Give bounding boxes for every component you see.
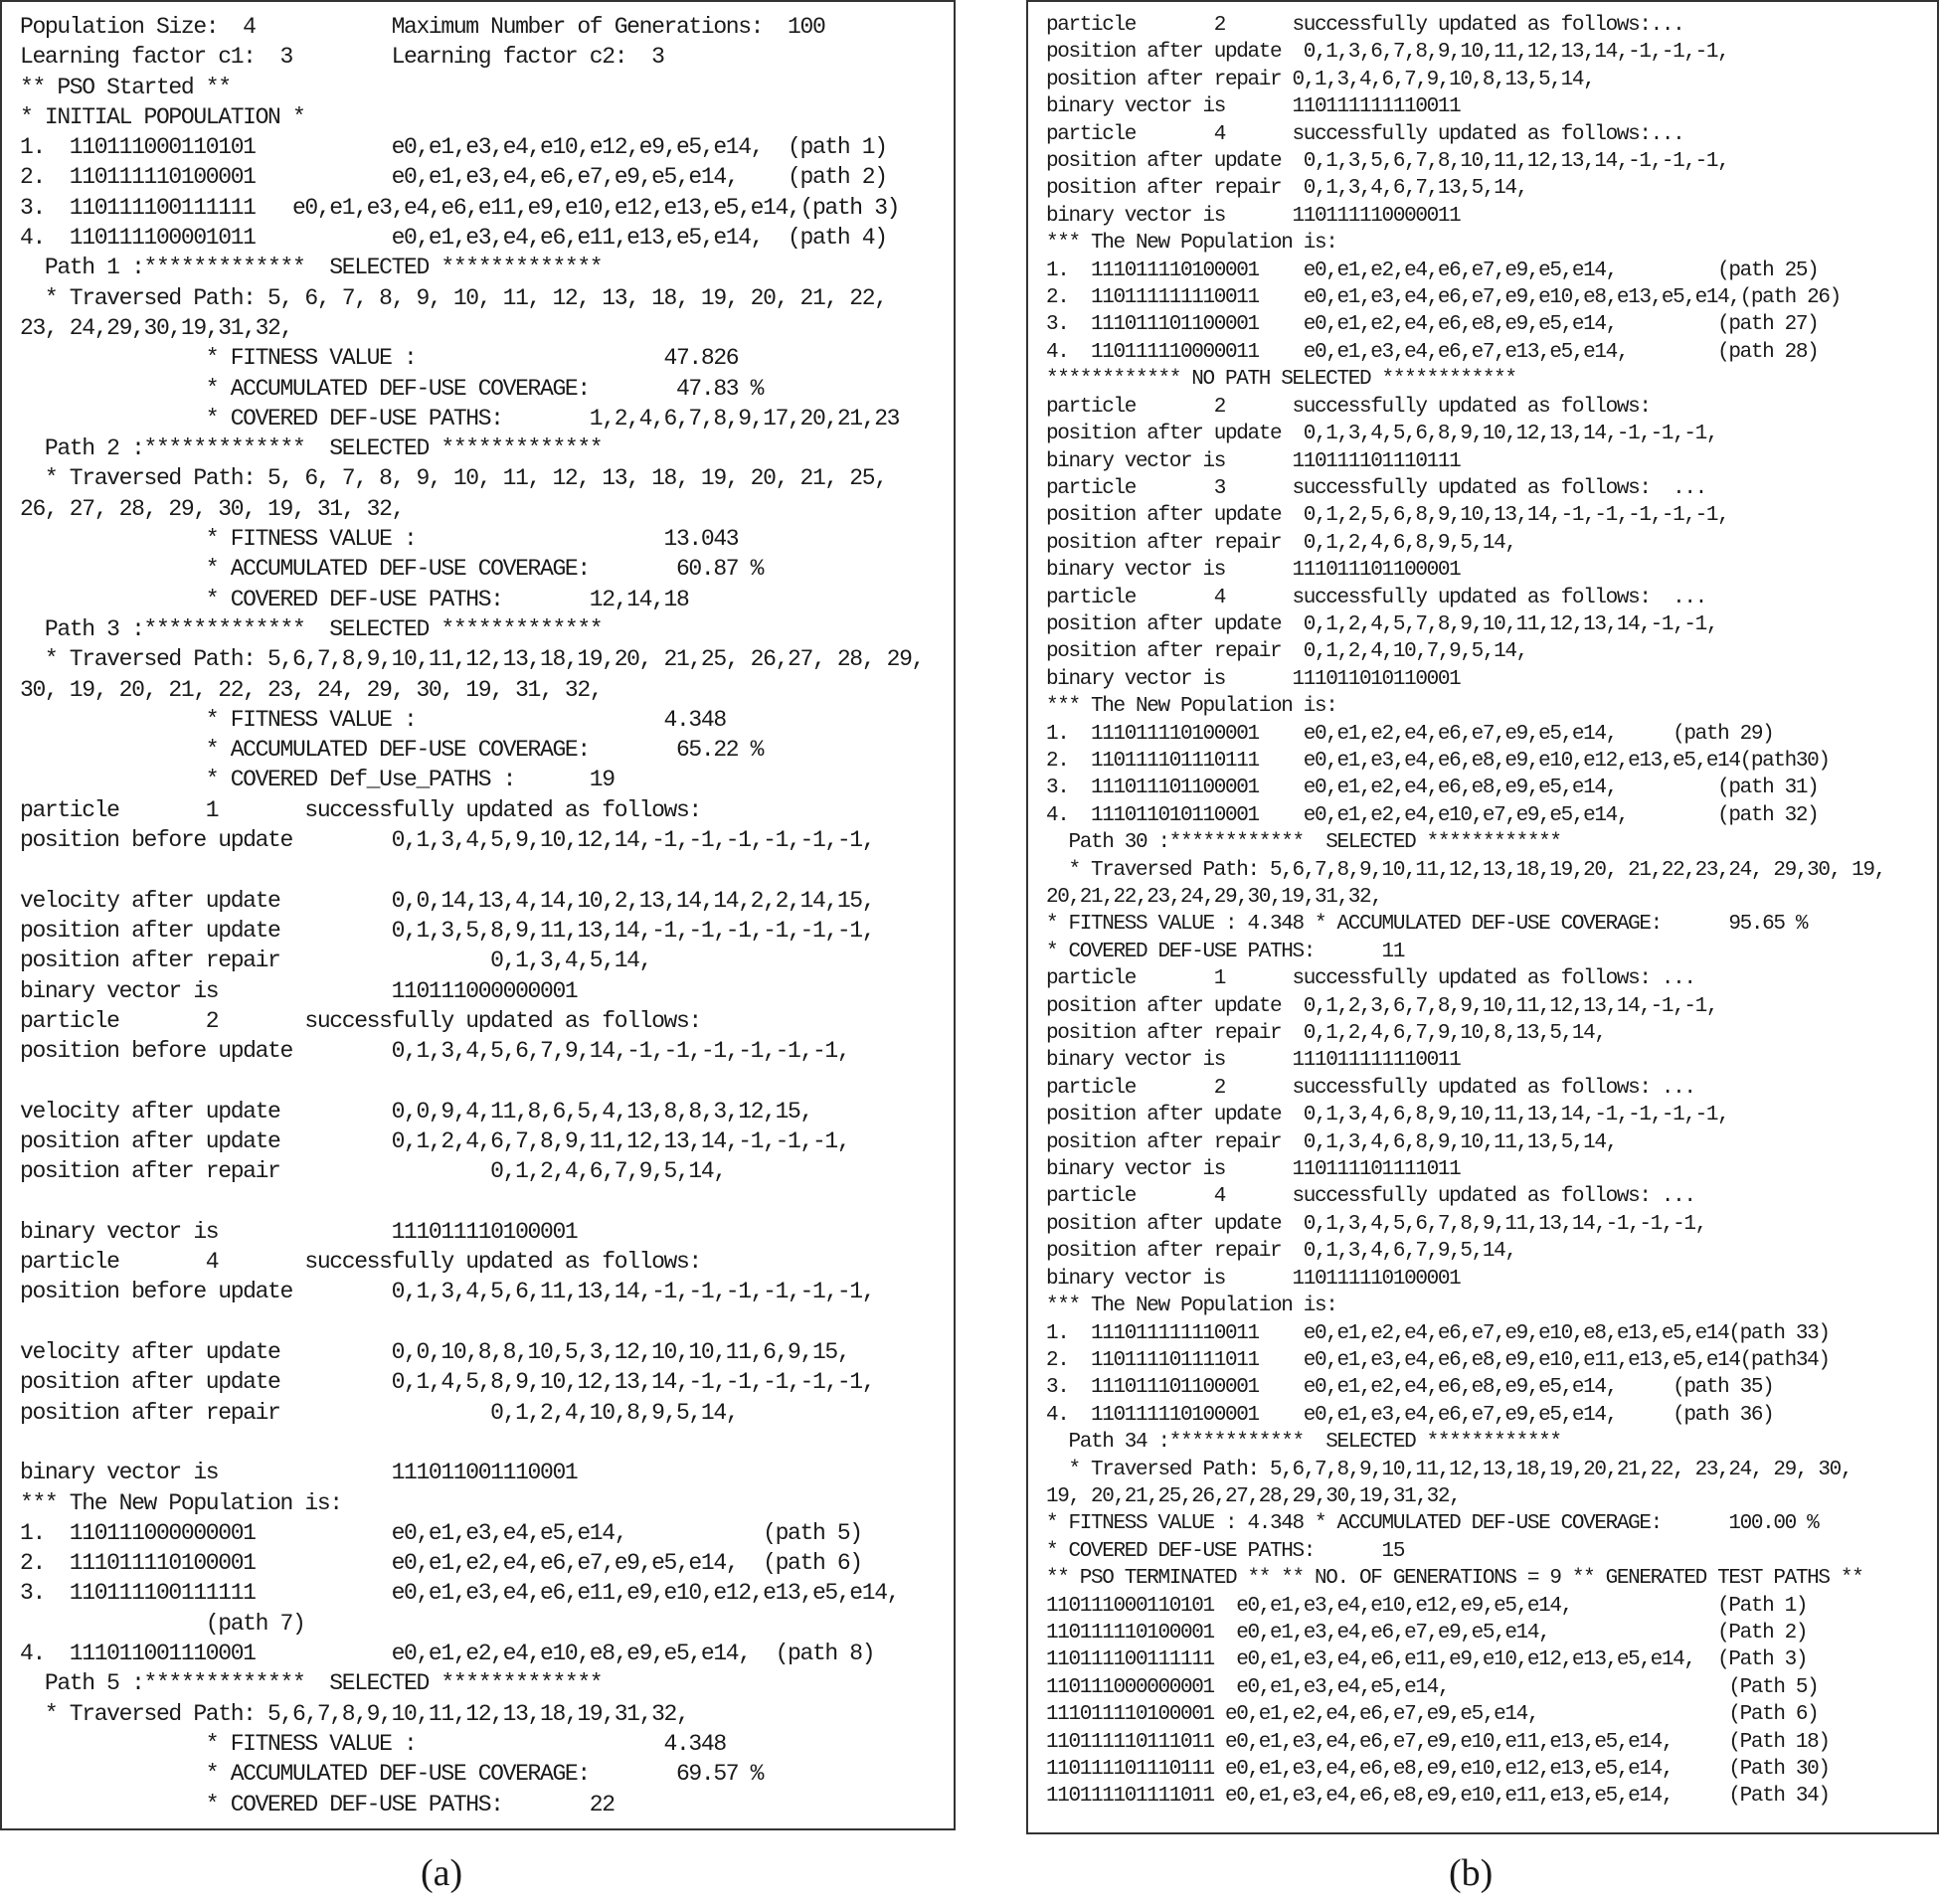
- log-line: position after repair 0,1,2,4,10,8,9,5,14,: [20, 1399, 739, 1426]
- log-line: 2. 111011110100001 e0,e1,e2,e4,e6,e7,e9,e5,e14, (path 6): [20, 1550, 862, 1577]
- log-line: * COVERED DEF-USE PATHS: 12,14,18: [20, 586, 689, 612]
- log-line: binary vector is 111011001110001: [20, 1460, 578, 1486]
- log-line: position after update 0,1,3,4,5,6,8,9,10,12,13,14,-1,-1,-1,: [1046, 423, 1718, 446]
- log-line: 23, 24,29,30,19,31,32,: [20, 314, 292, 341]
- log-line: position after update 0,1,3,4,5,6,7,8,9,11,13,14,-1,-1,-1,: [1046, 1212, 1706, 1236]
- log-line: binary vector is 110111101111011: [1046, 1158, 1461, 1182]
- log-line: [20, 1307, 936, 1337]
- log-line: * ACCUMULATED DEF-USE COVERAGE: 60.87 %: [20, 556, 764, 583]
- log-line: 110111110111011 e0,e1,e3,e4,e6,e7,e9,e10,e11,e13,e5,e14, (Path 18): [1046, 1730, 1830, 1754]
- log-line: particle 2 successfully updated as follows: ...: [1046, 1076, 1695, 1100]
- log-line: 110111100111111 e0,e1,e3,e4,e6,e11,e9,e10,e12,e13,e5,e14, (Path 3): [1046, 1648, 1808, 1672]
- log-line: binary vector is 110111110000011: [1046, 204, 1461, 228]
- log-line: velocity after update 0,0,14,13,4,14,10,2,13,14,14,2,2,14,15,: [20, 887, 875, 914]
- log-line: position after repair 0,1,2,4,10,7,9,5,14,: [1046, 640, 1527, 664]
- log-line: binary vector is 110111101110111: [1046, 449, 1461, 473]
- log-line: * COVERED Def_Use_PATHS : 19: [20, 767, 615, 793]
- log-line: particle 2 successfully updated as follows:...: [1046, 14, 1684, 37]
- log-line: * Traversed Path: 5, 6, 7, 8, 9, 10, 11, 12, 13, 18, 19, 20, 21, 22,: [20, 284, 887, 311]
- log-line: position after update 0,1,2,5,6,8,9,10,13,14,-1,-1,-1,-1,-1,: [1046, 504, 1729, 528]
- log-line: * FITNESS VALUE : 4.348 * ACCUMULATED DEF-USE COVERAGE: 100.00 %: [1046, 1512, 1819, 1536]
- log-line: 4. 110111110000011 e0,e1,e3,e4,e6,e7,e13,e5,e14, (path 28): [1046, 340, 1819, 364]
- log-line: binary vector is 111011101100001: [1046, 559, 1461, 583]
- log-line: * Traversed Path: 5,6,7,8,9,10,11,12,13,18,19,31,32,: [20, 1700, 689, 1727]
- log-line: 111011110100001 e0,e1,e2,e4,e6,e7,e9,e5,e14, (Path 6): [1046, 1703, 1819, 1727]
- log-line: * FITNESS VALUE : 47.826: [20, 345, 739, 372]
- log-line: particle 4 successfully updated as follows:...: [1046, 122, 1684, 146]
- log-line: * INITIAL POPOULATION *: [20, 103, 305, 130]
- log-line: 110111101111011 e0,e1,e3,e4,e6,e8,e9,e10,e11,e13,e5,e14, (Path 34): [1046, 1785, 1830, 1809]
- log-panel-b: [1026, 0, 1939, 1834]
- log-line: * ACCUMULATED DEF-USE COVERAGE: 65.22 %: [20, 737, 764, 764]
- log-line: position after update 0,1,3,4,6,8,9,10,11,13,14,-1,-1,-1,-1,: [1046, 1104, 1729, 1127]
- log-line: 3. 111011101100001 e0,e1,e2,e4,e6,e8,e9,e5,e14, (path 31): [1046, 777, 1819, 800]
- log-line: 26, 27, 28, 29, 30, 19, 31, 32,: [20, 495, 405, 522]
- log-line: 30, 19, 20, 21, 22, 23, 24, 29, 30, 19, 31, 32,: [20, 676, 603, 703]
- log-line: * ACCUMULATED DEF-USE COVERAGE: 47.83 %: [20, 375, 764, 402]
- log-line: 1. 111011110100001 e0,e1,e2,e4,e6,e7,e9,e5,e14, (path 25): [1046, 259, 1819, 282]
- log-line: particle 2 successfully updated as follows:: [1046, 395, 1651, 419]
- log-line: *** The New Population is:: [1046, 695, 1337, 719]
- log-panel-a: [0, 0, 956, 1830]
- log-line: velocity after update 0,0,9,4,11,8,6,5,4,13,8,8,3,12,15,: [20, 1098, 812, 1125]
- log-line: *** The New Population is:: [1046, 1295, 1337, 1318]
- log-line: 1. 110111000000001 e0,e1,e3,e4,e5,e14, (path 5): [20, 1519, 862, 1546]
- log-line: * Traversed Path: 5, 6, 7, 8, 9, 10, 11, 12, 13, 18, 19, 20, 21, 25,: [20, 465, 887, 492]
- log-line: 3. 111011101100001 e0,e1,e2,e4,e6,e8,e9,e5,e14, (path 27): [1046, 313, 1819, 337]
- log-line: 2. 110111110100001 e0,e1,e3,e4,e6,e7,e9,e5,e14, (path 2): [20, 164, 887, 191]
- log-line: Population Size: 4 Maximum Number of Generations: 100: [20, 14, 825, 40]
- log-line: ** PSO TERMINATED ** ** NO. OF GENERATIONS = 9 ** GENERATED TEST PATHS **: [1046, 1567, 1863, 1591]
- log-line: Path 34 :************ SELECTED ************: [1046, 1431, 1561, 1455]
- log-line: position after update 0,1,4,5,8,9,10,12,13,14,-1,-1,-1,-1,-1,: [20, 1369, 875, 1396]
- log-line: position after repair 0,1,3,4,6,7,13,5,14,: [1046, 177, 1527, 201]
- log-line: particle 2 successfully updated as follows:: [20, 1007, 701, 1034]
- log-line: * Traversed Path: 5,6,7,8,9,10,11,12,13,18,19,20, 21,25, 26,27, 28, 29,: [20, 646, 925, 673]
- log-line: position after update 0,1,2,3,6,7,8,9,10,11,12,13,14,-1,-1,: [1046, 994, 1718, 1018]
- log-line: position before update 0,1,3,4,5,6,7,9,14,-1,-1,-1,-1,-1,-1,: [20, 1038, 850, 1065]
- log-line: 2. 110111111110011 e0,e1,e3,e4,e6,e7,e9,e10,e8,e13,e5,e14,(path 26): [1046, 286, 1841, 310]
- log-line: 2. 110111101110111 e0,e1,e3,e4,e6,e8,e9,e10,e12,e13,e5,e14(path30): [1046, 749, 1830, 773]
- log-line: binary vector is 110111111110011: [1046, 95, 1461, 119]
- log-line: Learning factor c1: 3 Learning factor c2: 3: [20, 44, 664, 71]
- log-line: * COVERED DEF-USE PATHS: 22: [20, 1791, 615, 1817]
- log-line: * COVERED DEF-USE PATHS: 15: [1046, 1539, 1405, 1563]
- log-line: particle 1 successfully updated as follows:: [20, 796, 701, 823]
- log-line: 110111000000001 e0,e1,e3,e4,e5,e14, (Path 5): [1046, 1675, 1819, 1699]
- log-line: * FITNESS VALUE : 4.348: [20, 1730, 726, 1757]
- caption-b: (b): [1449, 1852, 1494, 1894]
- log-line: * COVERED DEF-USE PATHS: 1,2,4,6,7,8,9,17,20,21,23: [20, 405, 900, 432]
- log-line: position before update 0,1,3,4,5,9,10,12,14,-1,-1,-1,-1,-1,-1,: [20, 827, 875, 854]
- log-line: 1. 111011111110011 e0,e1,e2,e4,e6,e7,e9,e10,e8,e13,e5,e14(path 33): [1046, 1321, 1830, 1345]
- log-line: Path 5 :************* SELECTED *************: [20, 1670, 603, 1697]
- log-line: Path 2 :************* SELECTED *************: [20, 435, 603, 462]
- log-line: [20, 855, 936, 885]
- log-line: position after repair 0,1,3,4,5,14,: [20, 948, 652, 974]
- log-line: Path 30 :************ SELECTED ************: [1046, 831, 1561, 855]
- log-line: binary vector is 111011010110001: [1046, 667, 1461, 691]
- log-line: position after update 0,1,3,5,8,9,11,13,14,-1,-1,-1,-1,-1,-1,: [20, 917, 875, 944]
- log-line: 4. 110111100001011 e0,e1,e3,e4,e6,e11,e13,e5,e14, (path 4): [20, 225, 887, 252]
- log-line: position after repair 0,1,2,4,6,7,9,10,8,13,5,14,: [1046, 1022, 1606, 1046]
- log-line: Path 3 :************* SELECTED *************: [20, 615, 603, 642]
- log-line: 1. 110111000110101 e0,e1,e3,e4,e10,e12,e9,e5,e14, (path 1): [20, 134, 887, 161]
- log-line: particle 1 successfully updated as follows: ...: [1046, 967, 1695, 991]
- log-line: 19, 20,21,25,26,27,28,29,30,19,31,32,: [1046, 1484, 1461, 1508]
- log-line: position before update 0,1,3,4,5,6,11,13,14,-1,-1,-1,-1,-1,-1,: [20, 1279, 875, 1305]
- log-line: ** PSO Started **: [20, 74, 231, 100]
- log-line: [20, 1428, 936, 1458]
- log-line: [20, 1187, 936, 1217]
- log-line: position after repair 0,1,2,4,6,7,9,5,14,: [20, 1158, 726, 1185]
- log-line: (path 7): [20, 1610, 305, 1637]
- log-line: 4. 111011001110001 e0,e1,e2,e4,e10,e8,e9,e5,e14, (path 8): [20, 1641, 875, 1667]
- log-line: position after update 0,1,2,4,5,7,8,9,10,11,12,13,14,-1,-1,: [1046, 612, 1718, 636]
- log-line: 110111101110111 e0,e1,e3,e4,e6,e8,e9,e10,e12,e13,e5,e14, (Path 30): [1046, 1758, 1830, 1781]
- log-line: 4. 111011010110001 e0,e1,e2,e4,e10,e7,e9,e5,e14, (path 32): [1046, 803, 1819, 827]
- log-line: 4. 110111110100001 e0,e1,e3,e4,e6,e7,e9,e5,e14, (path 36): [1046, 1403, 1774, 1427]
- log-line: *** The New Population is:: [20, 1489, 342, 1516]
- log-line: particle 4 successfully updated as follows: ...: [1046, 1185, 1695, 1209]
- log-line: binary vector is 110111000000001: [20, 977, 578, 1004]
- log-line: ************ NO PATH SELECTED ************: [1046, 368, 1516, 392]
- log-line: * Traversed Path: 5,6,7,8,9,10,11,12,13,18,19,20,21,22, 23,24, 29, 30,: [1046, 1458, 1852, 1481]
- log-line: position after update 0,1,2,4,6,7,8,9,11,12,13,14,-1,-1,-1,: [20, 1127, 850, 1154]
- log-line: [20, 1066, 936, 1096]
- log-line: particle 4 successfully updated as follows: ...: [1046, 586, 1706, 609]
- log-line: position after update 0,1,3,6,7,8,9,10,11,12,13,14,-1,-1,-1,: [1046, 41, 1729, 65]
- log-line: 2. 110111101111011 e0,e1,e3,e4,e6,e8,e9,e10,e11,e13,e5,e14(path34): [1046, 1348, 1830, 1372]
- log-line: velocity after update 0,0,10,8,8,10,5,3,12,10,10,11,6,9,15,: [20, 1339, 850, 1366]
- log-line: Path 1 :************* SELECTED *************: [20, 255, 603, 281]
- log-line: 110111110100001 e0,e1,e3,e4,e6,e7,e9,e5,e14, (Path 2): [1046, 1621, 1808, 1644]
- log-line: position after repair 0,1,2,4,6,8,9,5,14,: [1046, 531, 1516, 555]
- log-line: particle 3 successfully updated as follows: ...: [1046, 476, 1706, 500]
- log-line: * ACCUMULATED DEF-USE COVERAGE: 69.57 %: [20, 1761, 764, 1788]
- log-line: binary vector is 111011111110011: [1046, 1049, 1461, 1073]
- log-line: particle 4 successfully updated as follows:: [20, 1249, 701, 1276]
- log-line: * FITNESS VALUE : 4.348 * ACCUMULATED DEF-USE COVERAGE: 95.65 %: [1046, 913, 1808, 937]
- log-line: 1. 111011110100001 e0,e1,e2,e4,e6,e7,e9,e5,e14, (path 29): [1046, 722, 1774, 746]
- log-line: 20,21,22,23,24,29,30,19,31,32,: [1046, 886, 1382, 909]
- log-line: position after repair 0,1,3,4,6,8,9,10,11,13,5,14,: [1046, 1130, 1617, 1154]
- log-line: 3. 111011101100001 e0,e1,e2,e4,e6,e8,e9,e5,e14, (path 35): [1046, 1376, 1774, 1400]
- log-line: 3. 110111100111111 e0,e1,e3,e4,e6,e11,e9,e10,e12,e13,e5,e14,(path 3): [20, 194, 900, 221]
- log-line: * FITNESS VALUE : 4.348: [20, 706, 726, 733]
- log-line: * Traversed Path: 5,6,7,8,9,10,11,12,13,18,19,20, 21,22,23,24, 29,30, 19,: [1046, 858, 1885, 882]
- log-line: position after repair 0,1,3,4,6,7,9,10,8,13,5,14,: [1046, 68, 1595, 91]
- log-line: * FITNESS VALUE : 13.043: [20, 526, 739, 553]
- log-line: 3. 110111100111111 e0,e1,e3,e4,e6,e11,e9,e10,e12,e13,e5,e14,: [20, 1580, 900, 1607]
- log-lines-b: [1046, 12, 1927, 1811]
- log-line: binary vector is 111011110100001: [20, 1218, 578, 1245]
- log-line: 110111000110101 e0,e1,e3,e4,e10,e12,e9,e5,e14, (Path 1): [1046, 1594, 1808, 1618]
- log-line: * COVERED DEF-USE PATHS: 11: [1046, 940, 1405, 963]
- log-line: position after update 0,1,3,5,6,7,8,10,11,12,13,14,-1,-1,-1,: [1046, 150, 1729, 174]
- log-line: binary vector is 110111110100001: [1046, 1267, 1461, 1291]
- log-line: position after repair 0,1,3,4,6,7,9,5,14,: [1046, 1240, 1516, 1264]
- log-lines-a: [20, 12, 936, 1819]
- log-line: *** The New Population is:: [1046, 232, 1337, 256]
- caption-a: (a): [421, 1852, 463, 1894]
